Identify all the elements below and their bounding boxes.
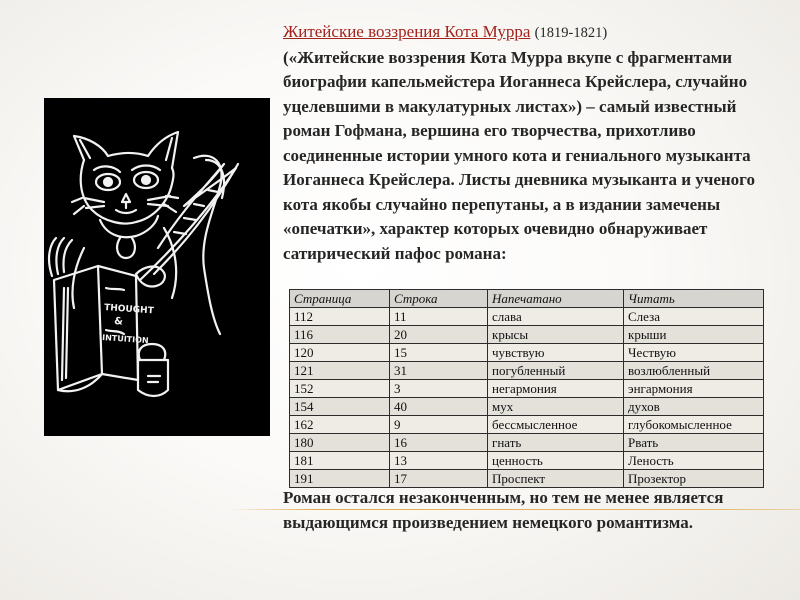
- table-row: [290, 362, 764, 380]
- book-text-1: THOUGHT: [103, 303, 155, 317]
- cell-printed: Проспект: [488, 470, 624, 488]
- cell-read: глубокомысленное: [624, 416, 764, 434]
- cell-page: 180: [290, 434, 390, 452]
- errata-table-wrapper: [289, 289, 763, 488]
- table-row: [290, 470, 764, 488]
- cell-line: 20: [390, 326, 488, 344]
- cell-page: 162: [290, 416, 390, 434]
- cell-line: 9: [390, 416, 488, 434]
- errata-table: [289, 289, 764, 488]
- table-row: [290, 344, 764, 362]
- cell-printed: крысы: [488, 326, 624, 344]
- table-row: [290, 398, 764, 416]
- cell-read: Прозектор: [624, 470, 764, 488]
- cell-read: Леность: [624, 452, 764, 470]
- header-read: Читать: [624, 290, 764, 308]
- cat-murr-illustration: [44, 98, 270, 436]
- cell-printed: погубленный: [488, 362, 624, 380]
- cell-read: духов: [624, 398, 764, 416]
- cell-page: 121: [290, 362, 390, 380]
- cell-read: крыши: [624, 326, 764, 344]
- table-header-row: [290, 290, 764, 308]
- cell-line: 11: [390, 308, 488, 326]
- table-row: [290, 326, 764, 344]
- table-row: [290, 416, 764, 434]
- novel-description: («Житейские воззрения Кота Мурра вкупе с фрагментами биографии капельмейстера Иоганнеса Крейслера, случайно уцелевшими в макулатурных листах») – самый известный роман Гофмана, вершина его творчества, прихотливо соединенные истории умного кота и гениального музыканта Иоганнеса Крейслера. Листы дневника музыканта и ученого кота якобы случайно перепутаны, а в издании замечены «опечатки», характер которых очевидно обнаруживает сатирический пафос романа:: [283, 47, 755, 263]
- table-row: [290, 380, 764, 398]
- header-printed: Напечатано: [488, 290, 624, 308]
- cell-line: 3: [390, 380, 488, 398]
- cell-printed: мух: [488, 398, 624, 416]
- cell-line: 31: [390, 362, 488, 380]
- cell-page: 112: [290, 308, 390, 326]
- cell-line: 16: [390, 434, 488, 452]
- cell-printed: негармония: [488, 380, 624, 398]
- cell-page: 116: [290, 326, 390, 344]
- cell-read: энгармония: [624, 380, 764, 398]
- book-text-2: &: [113, 316, 124, 328]
- cell-page: 181: [290, 452, 390, 470]
- cell-line: 17: [390, 470, 488, 488]
- header-line: Строка: [390, 290, 488, 308]
- cell-printed: гнать: [488, 434, 624, 452]
- book-text-3: INTUITION: [101, 333, 149, 346]
- table-row: [290, 434, 764, 452]
- cell-read: Чествую: [624, 344, 764, 362]
- cell-line: 15: [390, 344, 488, 362]
- cell-page: 191: [290, 470, 390, 488]
- cell-printed: чувствую: [488, 344, 624, 362]
- cell-printed: ценность: [488, 452, 624, 470]
- novel-years: (1819-1821): [534, 25, 608, 41]
- table-row: [290, 452, 764, 470]
- cell-read: возлюбленный: [624, 362, 764, 380]
- cell-page: 120: [290, 344, 390, 362]
- cell-printed: слава: [488, 308, 624, 326]
- cell-read: Слеза: [624, 308, 764, 326]
- conclusion-text: Роман остался незаконченным, но тем не менее является выдающимся произведением немецкого романтизма.: [283, 488, 724, 532]
- novel-title-link[interactable]: Житейские воззрения Кота Мурра: [283, 22, 531, 41]
- cell-read: Рвать: [624, 434, 764, 452]
- cell-line: 13: [390, 452, 488, 470]
- intro-text: [283, 20, 783, 266]
- cell-page: 154: [290, 398, 390, 416]
- table-row: [290, 308, 764, 326]
- cell-page: 152: [290, 380, 390, 398]
- cell-printed: бессмысленное: [488, 416, 624, 434]
- header-page: Страница: [290, 290, 390, 308]
- cell-line: 40: [390, 398, 488, 416]
